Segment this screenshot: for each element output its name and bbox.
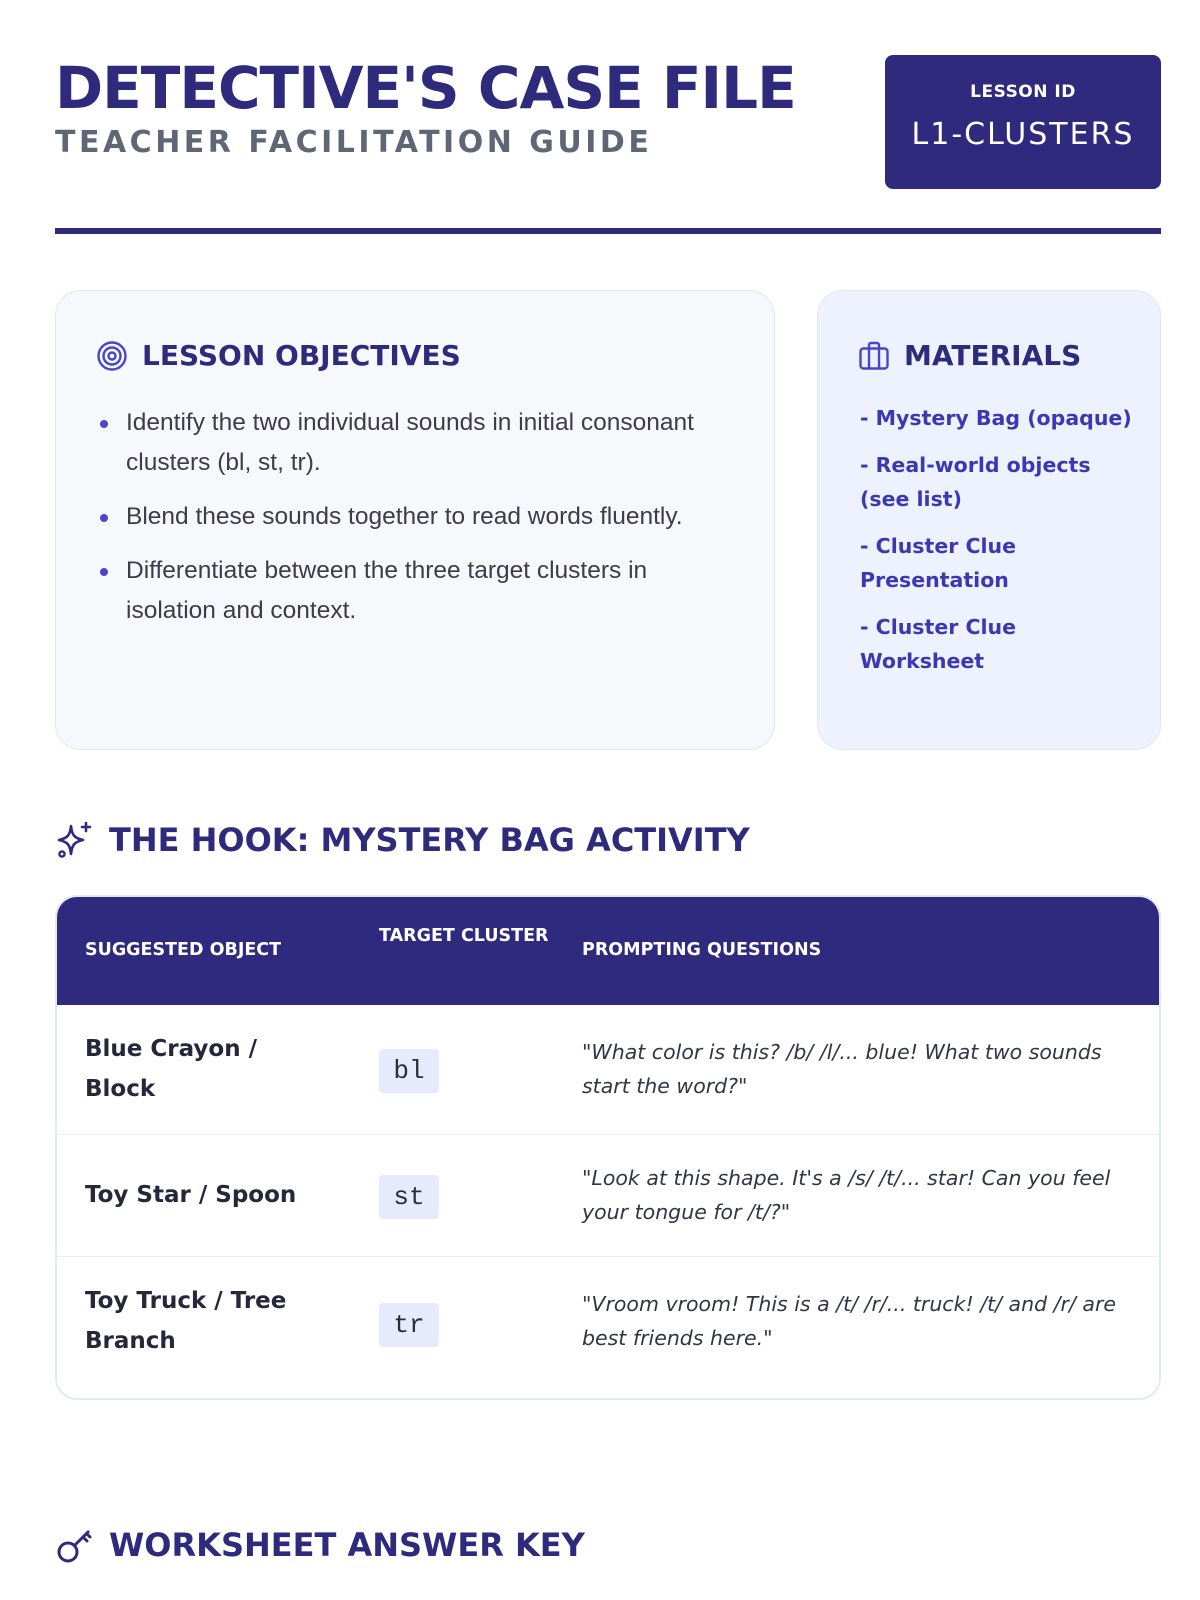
table-header — [57, 897, 1159, 1005]
object-cell: Toy Truck / Tree Branch — [85, 1288, 287, 1354]
column-header-object: SUGGESTED OBJECT — [85, 940, 282, 960]
page-header — [55, 55, 1161, 185]
header-divider — [55, 228, 1161, 234]
prompt-cell: "Look at this shape. It's a /s/ /t/... star! Can you feel your tongue for /t/?" — [582, 1166, 1111, 1224]
materials-card — [817, 290, 1161, 750]
cluster-chip: bl — [379, 1049, 439, 1093]
objectives-list — [98, 403, 738, 645]
cluster-chip: st — [379, 1175, 439, 1219]
list-item: - Cluster Clue Worksheet — [860, 615, 1017, 673]
objectives-heading — [96, 339, 461, 372]
briefcase-icon — [858, 340, 890, 372]
answer-key-heading — [55, 1525, 585, 1565]
list-item: - Mystery Bag (opaque) — [860, 406, 1132, 430]
target-icon — [96, 340, 128, 372]
hook-heading-text: THE HOOK: MYSTERY BAG ACTIVITY — [109, 821, 750, 859]
object-cell: Toy Star / Spoon — [85, 1182, 297, 1208]
object-cell: Blue Crayon / Block — [85, 1036, 258, 1102]
mystery-bag-table — [55, 895, 1161, 1400]
list-item: Identify the two individual sounds in initial consonant clusters (bl, st, tr). — [98, 403, 738, 483]
lesson-id-label: LESSON ID — [970, 82, 1076, 102]
list-item: Differentiate between the three target clusters in isolation and context. — [98, 551, 738, 631]
column-header-cluster: TARGET CLUSTER — [379, 926, 549, 946]
objectives-heading-text: LESSON OBJECTIVES — [142, 339, 461, 372]
cluster-chip: tr — [379, 1303, 439, 1347]
hook-heading — [55, 820, 750, 860]
page-title: DETECTIVE'S CASE FILE — [55, 54, 796, 122]
materials-heading — [858, 339, 1081, 372]
list-item: - Real-world objects (see list) — [860, 453, 1091, 511]
table-row — [57, 1257, 1159, 1400]
key-icon — [55, 1525, 95, 1565]
objectives-card — [55, 290, 775, 750]
page-subtitle: TEACHER FACILITATION GUIDE — [55, 125, 653, 160]
table-row — [57, 1005, 1159, 1135]
answer-key-heading-text: WORKSHEET ANSWER KEY — [109, 1526, 585, 1564]
materials-list — [860, 401, 1140, 691]
prompt-cell: "Vroom vroom! This is a /t/ /r/... truck! /t/ and /r/ are best friends here." — [582, 1292, 1117, 1350]
lesson-id-value: L1-CLUSTERS — [911, 117, 1135, 152]
sparkles-icon — [55, 820, 95, 860]
lesson-id-badge — [885, 55, 1161, 189]
list-item: - Cluster Clue Presentation — [860, 534, 1017, 592]
materials-heading-text: MATERIALS — [904, 339, 1082, 372]
list-item: Blend these sounds together to read words fluently. — [98, 497, 738, 537]
table-row — [57, 1135, 1159, 1257]
column-header-prompts: PROMPTING QUESTIONS — [582, 940, 822, 960]
prompt-cell: "What color is this? /b/ /l/... blue! What two sounds start the word?" — [582, 1040, 1102, 1098]
